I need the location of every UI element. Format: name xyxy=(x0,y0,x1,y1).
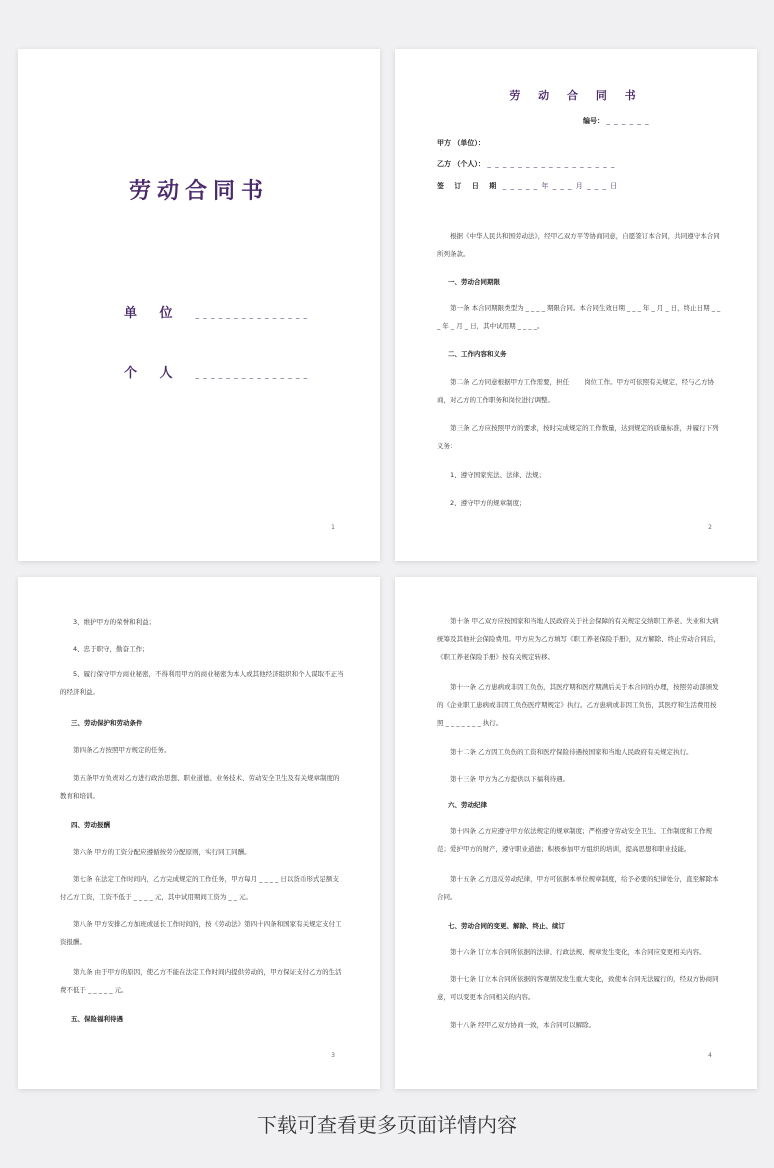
page-number: 4 xyxy=(708,1052,712,1059)
article-12: 第十二条 乙方因工负伤的工资和医疗保险待遇按国家和当地人民政府有关规定执行。 xyxy=(450,748,693,756)
article-18: 第十八条 经甲乙双方协商一致，本合同可以解除。 xyxy=(450,1021,596,1029)
section-5-heading: 五、保险福利待遇 xyxy=(71,1015,123,1023)
cover-person-row xyxy=(124,362,308,381)
article-11: 第十一条 乙方患病或非因工负伤，其医疗期和医疗期满后关于本合同的办理，按照劳动部颁发的《企业职工患病或非因工负伤医疗期规定》执行。乙方患病或非因工负伤，其医疗和生活费用按照 _ _ _ _ _ _ _ 执行。 xyxy=(437,683,719,727)
article-2: 第二条 乙方同意根据甲方工作需要，担任 岗位工作。甲方可依照有关规定，经与乙方协商，对乙方的工作职务和岗位进行调整。 xyxy=(437,378,715,404)
party-b-blank: _ _ _ _ _ _ _ _ _ _ _ _ _ _ _ _ _ xyxy=(487,160,616,168)
cover-unit-label: 单 位 xyxy=(124,306,182,321)
article-9: 第九条 由于甲方的原因，使乙方不能在法定工作时间内提供劳动的，甲方保证支付乙方的生活费不低于 _ _ _ _ _ 元。 xyxy=(60,968,342,994)
party-b-row xyxy=(437,159,615,169)
duty-item-3: 3、维护甲方的荣誉和利益； xyxy=(73,618,156,626)
page-3 xyxy=(18,577,380,1089)
duty-item-1: 1、遵守国家宪法、法律、法规； xyxy=(450,471,546,479)
article-7: 第七条 在法定工作时间内，乙方完成规定的工作任务，甲方每月 _ _ _ _ 日以货币形式足额支付乙方工资，工资不低于 _ _ _ _ 元，其中试用期间工资为 _ _ 元。 xyxy=(60,875,339,901)
article-10: 第十条 甲乙双方应按国家和当地人民政府关于社会保障的有关规定交纳职工养老、失业和大病统筹及其他社会保险费用。甲方应为乙方填写《职工养老保险手册》，双方解除、终止劳动合同后，《职工养老保险手册》按有关规定转移。 xyxy=(437,617,720,661)
section-7-heading: 七、劳动合同的变更、解除、终止、续订 xyxy=(448,922,565,930)
article-14: 第十四条 乙方应遵守甲方依法规定的规章制度；严格遵守劳动安全卫生、工作制度和工作规范；爱护甲方的财产，遵守职业道德；积极参加甲方组织的培训，提高思想和职业技能。 xyxy=(437,827,713,853)
article-6: 第六条 甲方的工资分配应遵循按劳分配原则，实行同工同酬。 xyxy=(73,848,251,856)
duty-item-4: 4、忠于职守，勤奋工作； xyxy=(73,645,149,653)
duty-item-2: 2、遵守甲方的规章制度； xyxy=(450,499,526,507)
page-number: 3 xyxy=(331,1052,335,1059)
page-2 xyxy=(395,49,757,561)
sign-date-label: 签 订 日 期 xyxy=(437,182,501,190)
section-1-heading: 一、劳动合同期限 xyxy=(448,278,500,286)
cover-person-label: 个 人 xyxy=(124,366,182,381)
cover-unit-blank: _ _ _ _ _ _ _ _ _ _ _ _ _ _ _ xyxy=(195,311,309,319)
article-8: 第八条 甲方安排乙方加班或延长工作时间的，按《劳动法》第四十四条和国家有关规定支付工资报酬。 xyxy=(60,920,342,946)
article-4: 第四条乙方按照甲方规定的任务。 xyxy=(73,746,171,754)
section-4-heading: 四、劳动报酬 xyxy=(71,821,110,829)
sign-date-value: _ _ _ _ _ 年 _ _ _ 月 _ _ _ 日 xyxy=(502,182,619,190)
article-3: 第三条 乙方应按照甲方的要求，按时完成规定的工作数量，达到规定的质量标准，并履行下列义务： xyxy=(437,424,719,450)
duty-item-5: 5、履行保守甲方商业秘密，不得利用甲方的商业秘密为本人或其他经济组织和个人谋取不正当的经济利益。 xyxy=(60,670,344,696)
article-13: 第十三条 甲方为乙方提供以下福利待遇。 xyxy=(450,775,570,783)
contract-number-label: 编号： xyxy=(583,117,604,125)
party-b-label: 乙方 （个人）： xyxy=(437,160,485,168)
section-3-heading: 三、劳动保护和劳动条件 xyxy=(71,719,143,727)
article-17: 第十七条 订立本合同所依据的客观情况发生重大变化，致使本合同无法履行的，经双方协商同意，可以变更本合同相关的内容。 xyxy=(437,975,719,1001)
sign-date-row xyxy=(437,181,618,191)
cover-unit-row xyxy=(124,302,308,321)
section-6-heading: 六、劳动纪律 xyxy=(448,801,487,809)
intro-paragraph: 根据《中华人民共和国劳动法》，经甲乙双方平等协商同意，自愿签订本合同，共同遵守本合同所列条款。 xyxy=(437,232,720,258)
contract-number xyxy=(583,116,650,126)
section-2-heading: 二、工作内容和义务 xyxy=(448,350,507,358)
page-number: 2 xyxy=(708,524,712,531)
cover-person-blank: _ _ _ _ _ _ _ _ _ _ _ _ _ _ _ xyxy=(195,371,309,379)
page-4 xyxy=(395,577,757,1089)
page-1-cover xyxy=(18,49,380,561)
page-number: 1 xyxy=(331,524,335,531)
cover-title: 劳动合同书 xyxy=(128,179,269,204)
download-more-text: 下载可查看更多页面详情内容 xyxy=(257,1113,517,1137)
contract-number-blank: _ _ _ _ _ _ xyxy=(606,117,650,125)
party-a-label: 甲方 （单位）： xyxy=(437,139,485,147)
article-16: 第十六条 订立本合同所依据的法律、行政法规、规章发生变化，本合同应变更相关内容。 xyxy=(450,948,706,956)
contract-title: 劳 动 合 同 书 xyxy=(509,89,643,102)
article-5: 第五条甲方负责对乙方进行政治思想、职业道德、业务技术、劳动安全卫生及有关规章制度的教育和培训。 xyxy=(60,774,340,800)
article-1: 第一条 本合同期限类型为 _ _ _ _ 期限合同。本合同生效日期 _ _ _ 年 _ 月 _ 日，终止日期 _ _ _ 年 _ 月 _ 日，其中试用期 _ _ _ _。 xyxy=(437,304,721,330)
article-15: 第十五条 乙方违反劳动纪律，甲方可依据本单位规章制度，给予必要的纪律处分，直至解除本合同。 xyxy=(437,875,719,901)
